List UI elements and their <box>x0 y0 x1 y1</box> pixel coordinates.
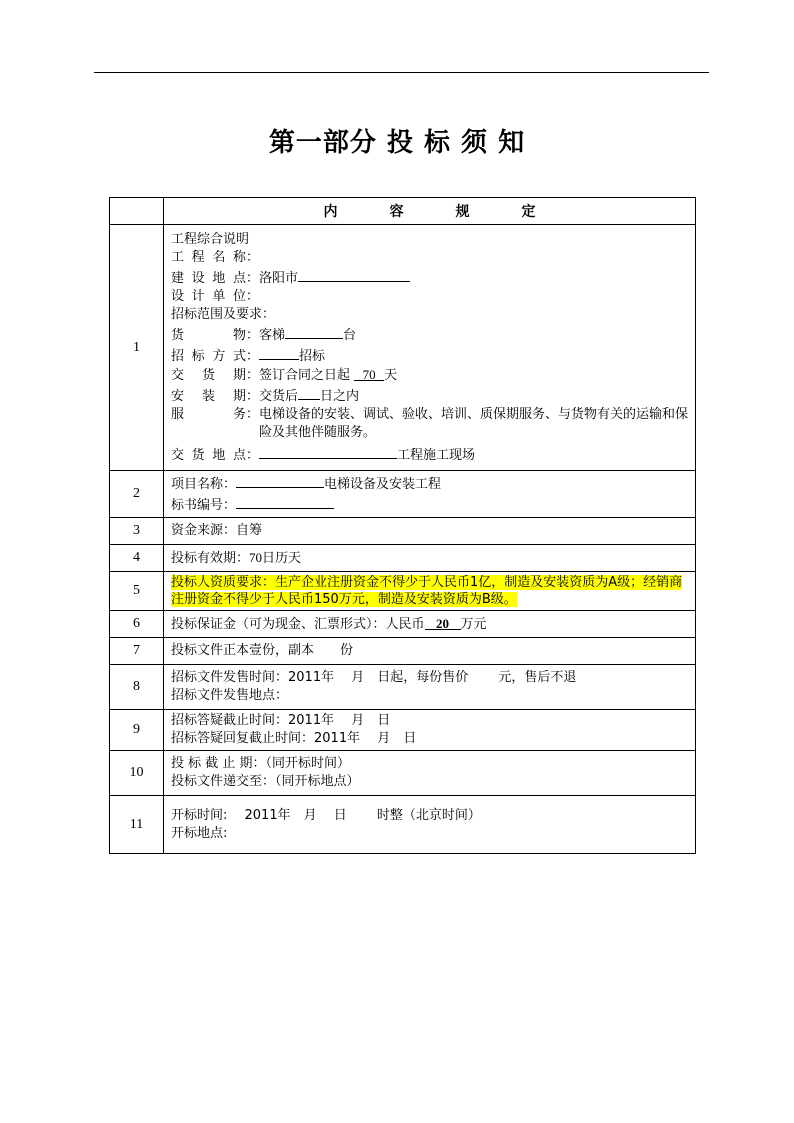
design-unit-line: 设 计 单 位： <box>171 288 259 304</box>
query-deadline: 招标答疑截止时间：2011年 月 日 <box>171 713 391 728</box>
table-header-row <box>110 198 696 225</box>
sale-place: 招标文件发售地点： <box>171 688 289 703</box>
header-char: 内 <box>323 204 338 220</box>
row-content <box>164 710 696 751</box>
bid-deadline: 投 标 截 止 期：（同开标时间） <box>171 756 351 771</box>
row-number: 4 <box>110 545 164 572</box>
table-row <box>110 751 696 796</box>
install-period-line: 安 装 期： 交货后 日之内 <box>171 385 689 406</box>
tender-instructions-table <box>109 197 696 854</box>
install-days-blank[interactable] <box>298 385 320 400</box>
sale-time: 招标文件发售时间：2011年 月 日起，每份售价 元，售后不退 <box>171 670 577 685</box>
delivery-place-line: 交 货 地 点： 工程施工现场 <box>171 444 689 465</box>
funding-source: 资金来源：自筹 <box>164 518 696 545</box>
row-content <box>164 751 696 796</box>
table-row <box>110 471 696 518</box>
document-copies: 投标文件正本壹份，副本 份 <box>164 638 696 665</box>
delivery-days: 70 <box>354 366 384 381</box>
opening-time: 开标时间: 2011年 月 日 时整（北京时间） <box>171 807 481 823</box>
row-content <box>164 471 696 518</box>
highlighted-requirements: 投标人资质要求：生产企业注册资金不得少于人民币1亿，制造及安装资质为A级；经销商注册资金不得少于人民币150万元，制造及安装资质为B级。 <box>171 575 683 607</box>
reply-deadline: 招标答疑回复截止时间：2011年 月 日 <box>171 731 417 746</box>
header-char: 容 <box>389 204 404 220</box>
opening-place: 开标地点: <box>171 825 228 841</box>
row-number: 7 <box>110 638 164 665</box>
project-title-line: 项目名称： 电梯设备及安装工程 <box>171 473 689 494</box>
tender-number-blank[interactable] <box>236 494 334 509</box>
table-row <box>110 545 696 572</box>
bid-method-blank[interactable] <box>259 345 299 360</box>
table-row <box>110 638 696 665</box>
tender-number-line: 标书编号： <box>171 494 689 515</box>
row-number: 11 <box>110 796 164 854</box>
table-row <box>110 665 696 710</box>
project-name-line: 工 程 名 称： <box>171 249 259 265</box>
row-number: 8 <box>110 665 164 710</box>
header-content-cell <box>164 198 696 225</box>
table-row <box>110 518 696 545</box>
row-number: 5 <box>110 572 164 611</box>
table-row <box>110 572 696 611</box>
delivery-place-blank[interactable] <box>259 444 397 459</box>
qualification-requirements <box>164 572 696 611</box>
row-content <box>164 665 696 710</box>
submission-place: 投标文件递交至：（同开标地点） <box>171 774 360 789</box>
row-number: 6 <box>110 611 164 638</box>
table-row <box>110 710 696 751</box>
header-rule <box>94 72 709 73</box>
header-char: 定 <box>521 204 536 220</box>
header-char: 规 <box>455 204 470 220</box>
page-title: 第一部分 投 标 须 知 <box>268 128 526 158</box>
table-row <box>110 796 696 854</box>
bid-method-line: 招 标 方 式： 招标 <box>171 345 689 366</box>
row-number: 1 <box>110 225 164 471</box>
table-row <box>110 225 696 471</box>
service-line: 服 务： 电梯设备的安装、调试、验收、培训、质保期服务、与货物有关的运输和保险及其他伴随服务。 <box>171 406 689 440</box>
table-row <box>110 611 696 638</box>
delivery-period-line: 交 货 期： 签订合同之日起 70 天 <box>171 366 398 383</box>
row-number: 10 <box>110 751 164 796</box>
validity-period: 投标有效期：70日历天 <box>164 545 696 572</box>
bid-bond: 投标保证金（可为现金、汇票形式）：人民币 20 万元 <box>164 611 696 638</box>
goods-qty-blank[interactable] <box>285 324 343 339</box>
row-content <box>164 225 696 471</box>
header-num-cell <box>110 198 164 225</box>
row-number: 3 <box>110 518 164 545</box>
bond-amount: 20 <box>425 615 461 630</box>
location-blank[interactable] <box>298 267 410 282</box>
project-title-blank[interactable] <box>236 473 324 488</box>
row-number: 9 <box>110 710 164 751</box>
row-number: 2 <box>110 471 164 518</box>
section-title: 工程综合说明 <box>171 231 250 247</box>
service-text: 电梯设备的安装、调试、验收、培训、质保期服务、与货物有关的运输和保险及其他伴随服务。 <box>259 406 689 440</box>
location-line: 建 设 地 点： 洛阳市 <box>171 267 689 288</box>
goods-line: 货 物： 客梯 台 <box>171 324 689 345</box>
scope-heading: 招标范围及要求： <box>171 306 276 322</box>
row-content <box>164 796 696 854</box>
